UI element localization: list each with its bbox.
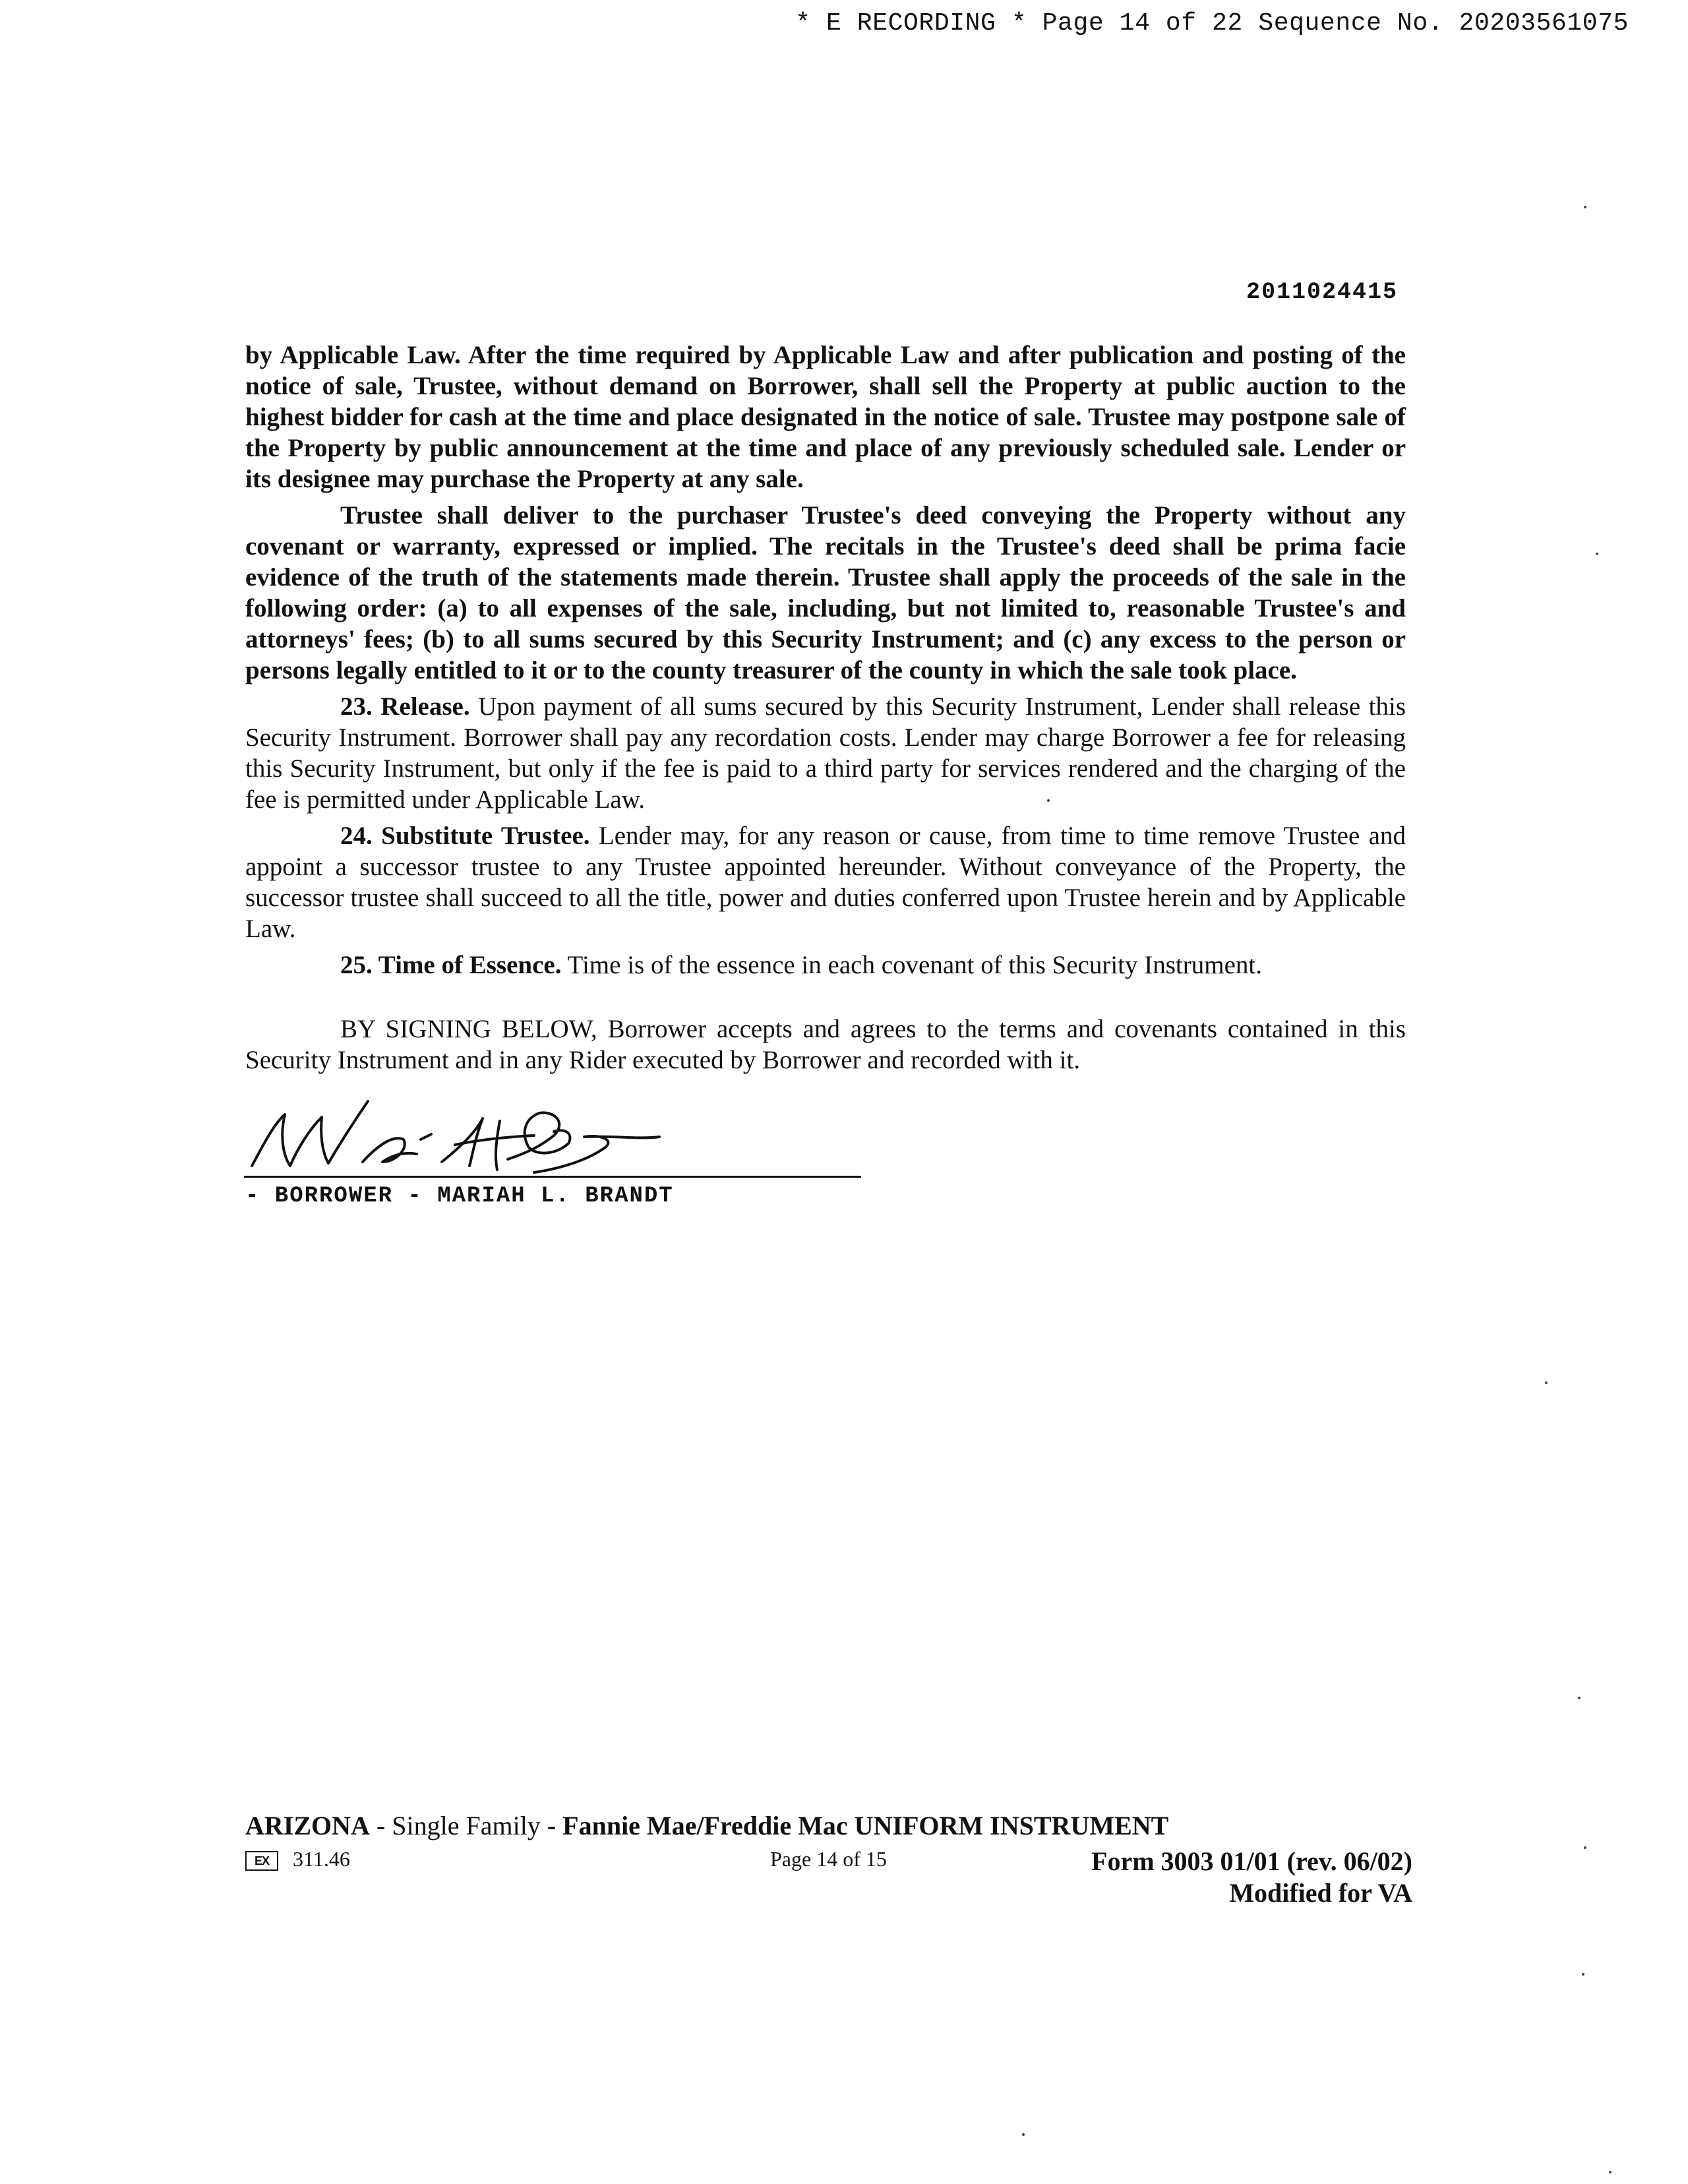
section-23-text: Upon payment of all sums secured by this Security Instrument, Lender shall release this Security Instrument. Borrower shall pay any recordation costs. Lender may charge Borrower a fee for releasing this Security Instrument, but only if the fee is paid to a third party for services rendered and the charging of the fee is permitted under Applicable Law. — [245, 692, 1406, 814]
footer-instrument-title: Fannie Mae/Freddie Mac UNIFORM INSTRUMENT — [562, 1811, 1169, 1840]
footer-state: ARIZONA — [245, 1811, 370, 1840]
section-25-heading: 25. Time of Essence. — [340, 951, 562, 979]
section-25-time-of-essence — [245, 950, 1406, 981]
section-24-substitute-trustee — [245, 820, 1406, 944]
footer-form-code: 311.46 — [293, 1847, 350, 1871]
footer-separator: - — [369, 1811, 392, 1840]
footer-modified-note: Modified for VA — [1229, 1878, 1412, 1908]
signer-label: - BORROWER - MARIAH L. BRANDT — [245, 1184, 674, 1209]
footer-property-type: Single Family — [392, 1811, 541, 1840]
section-24-heading: 24. Substitute Trustee. — [340, 822, 590, 850]
scan-speck — [1582, 1973, 1584, 1976]
paragraph-trustee-deed: Trustee shall deliver to the purchaser Trustee's deed conveying the Property without any covenant or warranty, expressed or implied. The recitals in the Trustee's deed shall be prima facie evidence of the truth of the statements made therein. Trustee shall apply the proceeds of the sale in the following order: (a) to all expenses of the sale, including, but not limited to, reasonable Trustee's and attorneys' fees; (b) to all sums secured by this Security Instrument; and (c) any excess to the person or persons legally entitled to it or to the county treasurer of the county in which the sale took place. — [245, 501, 1406, 684]
section-24-text: Lender may, for any reason or cause, from time to time remove Trustee and appoint a successor trustee to any Trustee appointed hereunder. Without conveyance of the Property, the successor trustee shall succeed to all the title, power and duties conferred upon Trustee herein and by Applicable Law. — [245, 822, 1406, 943]
section-23-release — [245, 691, 1406, 815]
paragraph-22-continued: by Applicable Law. After the time required by Applicable Law and after publication and posting of the notice of sale, Trustee, without demand on Borrower, shall sell the Property at public auction to the highest bidder for cash at the time and place designated in the notice of sale. Trustee may postpone sale of the Property by public announcement at the time and place of any previously scheduled sale. Lender or its designee may purchase the Property at any sale. — [245, 341, 1406, 493]
footer-form-number: Form 3003 01/01 (rev. 06/02) — [1091, 1846, 1412, 1876]
scan-speck — [1596, 553, 1598, 555]
scan-speck — [1609, 2171, 1612, 2173]
scan-speck — [1047, 799, 1050, 802]
scan-speck — [1584, 206, 1586, 208]
signature-line — [244, 1176, 861, 1178]
scan-speck — [1578, 1697, 1581, 1699]
document-body — [245, 340, 1406, 1076]
form-footer — [245, 1810, 1412, 1916]
signature-block — [244, 1088, 864, 1220]
scan-speck — [1584, 1846, 1586, 1849]
signing-statement: BY SIGNING BELOW, Borrower accepts and agrees to the terms and covenants contained in this Security Instrument and in any Rider executed by Borrower and recorded with it. — [245, 1015, 1406, 1074]
section-23-heading: 23. Release. — [340, 692, 470, 721]
section-25-text: Time is of the essence in each covenant of this Security Instrument. — [561, 951, 1262, 979]
form-publisher-logo: EX — [245, 1851, 278, 1871]
footer-page-number: Page 14 of 15 — [770, 1847, 887, 1871]
scan-speck — [1545, 1381, 1548, 1384]
recording-header: * E RECORDING * Page 14 of 22 Sequence No. 20203561075 — [795, 9, 1629, 38]
footer-separator: - — [540, 1811, 563, 1840]
document-number: 2011024415 — [1246, 279, 1398, 305]
scan-speck — [1022, 2133, 1025, 2136]
footer-title — [245, 1810, 1168, 1841]
